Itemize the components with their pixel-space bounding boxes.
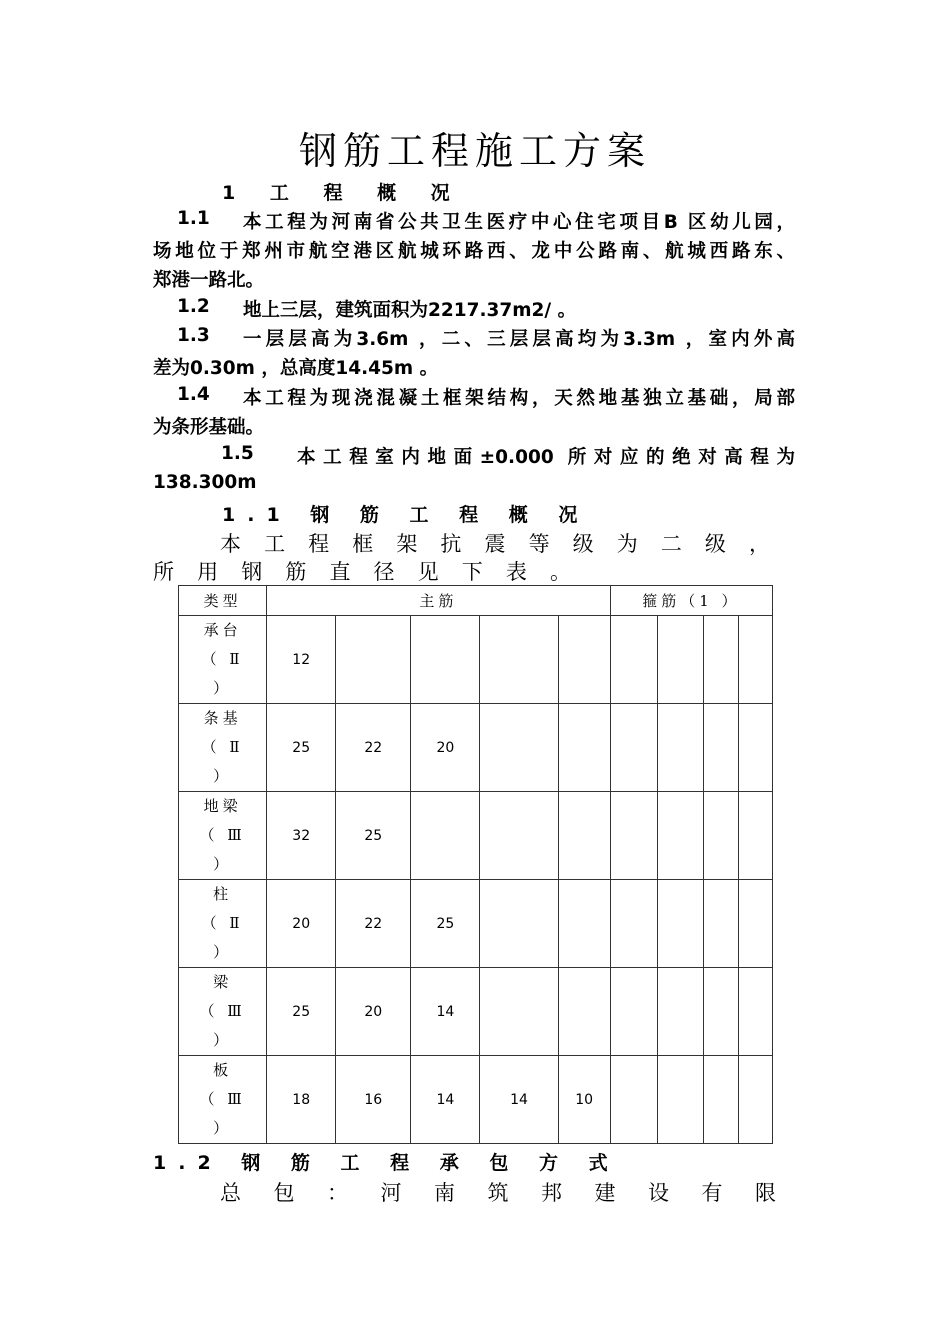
type-close: ） bbox=[213, 943, 233, 961]
main-rebar-cell: 20 bbox=[267, 880, 336, 968]
type-close: ） bbox=[213, 1119, 233, 1137]
paragraph-1-4-line-2: 为条形基础。 bbox=[153, 417, 265, 438]
type-close: ） bbox=[213, 679, 233, 697]
stirrup-cell bbox=[657, 880, 703, 968]
item-number: 1.5 bbox=[221, 443, 254, 464]
main-rebar-cell: 25 bbox=[267, 704, 336, 792]
main-rebar-cell bbox=[558, 792, 610, 880]
type-grade: （ Ⅱ bbox=[201, 650, 244, 668]
paragraph-1-1 bbox=[153, 208, 795, 234]
main-rebar-cell bbox=[411, 616, 480, 704]
type-name: 板 bbox=[213, 1061, 233, 1079]
stirrup-cell bbox=[738, 880, 772, 968]
paragraph-text: 本工程为现浇混凝土框架结构，天然地基独立基础，局部 bbox=[243, 388, 795, 409]
table-row bbox=[179, 792, 773, 880]
type-close: ） bbox=[213, 767, 233, 785]
main-rebar-cell bbox=[558, 704, 610, 792]
header-stirrup: 箍筋（1 ） bbox=[610, 586, 772, 616]
stirrup-cell bbox=[703, 704, 738, 792]
type-name: 地梁 bbox=[203, 797, 242, 815]
paragraph-1-3-line-2: 差为0.30m ，总高度14.45m 。 bbox=[153, 358, 439, 379]
main-rebar-cell bbox=[558, 968, 610, 1056]
stirrup-cell bbox=[703, 616, 738, 704]
main-rebar-cell: 18 bbox=[267, 1056, 336, 1144]
stirrup-cell bbox=[738, 792, 772, 880]
main-rebar-cell bbox=[480, 704, 558, 792]
row-type-cell bbox=[179, 792, 267, 880]
main-rebar-cell: 25 bbox=[267, 968, 336, 1056]
row-type-cell bbox=[179, 1056, 267, 1144]
table-row bbox=[179, 616, 773, 704]
row-type-cell bbox=[179, 616, 267, 704]
main-rebar-cell: 10 bbox=[558, 1056, 610, 1144]
row-type-cell bbox=[179, 880, 267, 968]
intro-line-1: 本工程框架抗震等级为二级， bbox=[220, 532, 770, 556]
paragraph-text: 地上三层，建筑面积为2217.37m2/ 。 bbox=[243, 300, 577, 321]
stirrup-cell bbox=[657, 616, 703, 704]
document-title: 钢筋工程施工方案 bbox=[298, 129, 651, 173]
section-1-2-heading: 1.2 钢 筋 工 程 承 包 方 式 bbox=[153, 1152, 620, 1174]
table-row bbox=[179, 1056, 773, 1144]
type-grade: （ Ⅲ bbox=[199, 826, 246, 844]
stirrup-cell bbox=[703, 880, 738, 968]
header-type: 类型 bbox=[179, 586, 267, 616]
stirrup-cell bbox=[610, 792, 657, 880]
main-rebar-cell: 25 bbox=[411, 880, 480, 968]
type-name: 条基 bbox=[203, 709, 242, 727]
main-rebar-cell: 14 bbox=[411, 968, 480, 1056]
stirrup-cell bbox=[738, 1056, 772, 1144]
item-number: 1.4 bbox=[177, 384, 210, 405]
section-1-heading: 1 工 程 概 况 bbox=[222, 182, 464, 204]
stirrup-cell bbox=[610, 1056, 657, 1144]
main-rebar-cell bbox=[480, 968, 558, 1056]
main-rebar-cell bbox=[558, 616, 610, 704]
paragraph-1-4 bbox=[153, 384, 795, 410]
stirrup-cell bbox=[703, 968, 738, 1056]
header-main-rebar: 主筋 bbox=[267, 586, 611, 616]
table-header-row bbox=[179, 586, 773, 616]
main-rebar-cell bbox=[411, 792, 480, 880]
main-rebar-cell: 25 bbox=[336, 792, 411, 880]
stirrup-cell bbox=[657, 792, 703, 880]
paragraph-text: 一层层高为3.6m ，二、三层层高均为3.3m ，室内外高 bbox=[243, 329, 795, 350]
type-grade: （ Ⅲ bbox=[199, 1090, 246, 1108]
type-name: 柱 bbox=[213, 885, 233, 903]
main-rebar-cell bbox=[336, 616, 411, 704]
table-row bbox=[179, 704, 773, 792]
main-rebar-cell bbox=[480, 880, 558, 968]
item-number: 1.1 bbox=[177, 208, 210, 229]
paragraph-1-1-line-3: 郑港一路北。 bbox=[153, 270, 265, 291]
main-rebar-cell: 14 bbox=[411, 1056, 480, 1144]
row-type-cell bbox=[179, 704, 267, 792]
type-name: 梁 bbox=[213, 973, 233, 991]
main-rebar-cell: 16 bbox=[336, 1056, 411, 1144]
stirrup-cell bbox=[703, 792, 738, 880]
stirrup-cell bbox=[610, 704, 657, 792]
table-row bbox=[179, 968, 773, 1056]
paragraph-1-1-line-2: 场地位于郑州市航空港区航城环路西、龙中公路南、航城西路东、 bbox=[153, 241, 795, 262]
section-1-1-heading: 1.1 钢 筋 工 程 概 况 bbox=[222, 504, 590, 526]
type-grade: （ Ⅱ bbox=[201, 914, 244, 932]
stirrup-cell bbox=[610, 968, 657, 1056]
item-number: 1.3 bbox=[177, 325, 210, 346]
table-row bbox=[179, 880, 773, 968]
stirrup-cell bbox=[610, 616, 657, 704]
main-rebar-cell bbox=[480, 792, 558, 880]
intro-line-2: 所用钢筋直径见下表。 bbox=[153, 560, 571, 584]
type-close: ） bbox=[213, 1031, 233, 1049]
stirrup-cell bbox=[657, 968, 703, 1056]
main-rebar-cell: 20 bbox=[336, 968, 411, 1056]
item-number: 1.2 bbox=[177, 296, 210, 317]
main-rebar-cell bbox=[480, 616, 558, 704]
stirrup-cell bbox=[610, 880, 657, 968]
stirrup-cell bbox=[738, 704, 772, 792]
contractor-line: 总包：河南筑邦建设有限 bbox=[220, 1181, 776, 1205]
type-name: 承台 bbox=[203, 621, 242, 639]
stirrup-cell bbox=[738, 616, 772, 704]
type-grade: （ Ⅱ bbox=[201, 738, 244, 756]
row-type-cell bbox=[179, 968, 267, 1056]
stirrup-cell bbox=[657, 704, 703, 792]
main-rebar-cell: 22 bbox=[336, 704, 411, 792]
main-rebar-cell bbox=[558, 880, 610, 968]
stirrup-cell bbox=[657, 1056, 703, 1144]
rebar-diameter-table bbox=[178, 585, 773, 1144]
paragraph-1-5-line-2: 138.300m bbox=[153, 472, 257, 493]
main-rebar-cell: 14 bbox=[480, 1056, 558, 1144]
paragraph-text: 本工程为河南省公共卫生医疗中心住宅项目B 区幼儿园， bbox=[243, 212, 795, 233]
main-rebar-cell: 20 bbox=[411, 704, 480, 792]
paragraph-text: 本工程室内地面±0.000 所对应的绝对高程为 bbox=[297, 447, 795, 468]
type-close: ） bbox=[213, 855, 233, 873]
stirrup-cell bbox=[703, 1056, 738, 1144]
paragraph-1-3 bbox=[153, 325, 795, 351]
main-rebar-cell: 12 bbox=[267, 616, 336, 704]
paragraph-1-2 bbox=[153, 296, 795, 322]
paragraph-1-5 bbox=[153, 443, 795, 469]
main-rebar-cell: 22 bbox=[336, 880, 411, 968]
main-rebar-cell: 32 bbox=[267, 792, 336, 880]
stirrup-cell bbox=[738, 968, 772, 1056]
type-grade: （ Ⅲ bbox=[199, 1002, 246, 1020]
